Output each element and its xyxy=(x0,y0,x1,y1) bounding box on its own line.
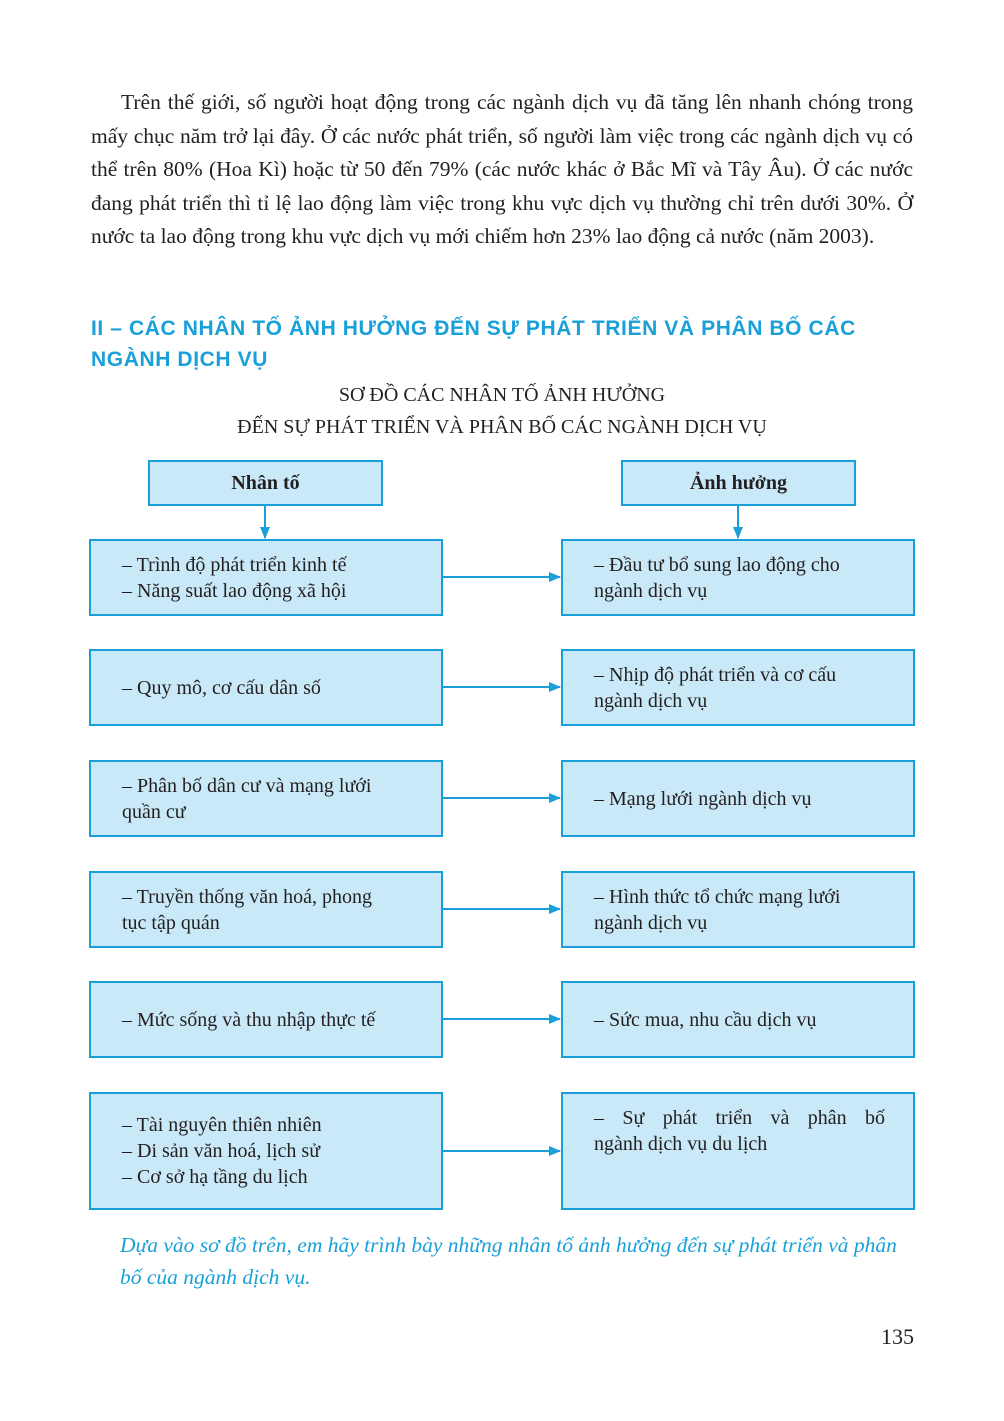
factor-text: – Di sản văn hoá, lịch sử xyxy=(122,1140,321,1162)
header-effect-label: Ảnh hưởng xyxy=(689,472,787,494)
effect-text: – Đầu tư bổ sung lao động cho xyxy=(594,553,840,576)
effect-text: – Nhịp độ phát triển và cơ cấu xyxy=(594,663,837,686)
factor-text: – Năng suất lao động xã hội xyxy=(122,579,347,602)
effect-text: – Sức mua, nhu cầu dịch vụ xyxy=(594,1008,817,1031)
factor-text: quần cư xyxy=(122,800,186,823)
header-factor-label: Nhân tố xyxy=(231,472,300,494)
section-heading: II – CÁC NHÂN TỐ ẢNH HƯỞNG ĐẾN SỰ PHÁT TRIỂN VÀ PHÂN BỐ CÁC NGÀNH DỊCH VỤ xyxy=(91,317,856,371)
intro-paragraph: Trên thế giới, số người hoạt động trong các ngành dịch vụ đã tăng lên nhanh chóng trong mấy chục năm trở lại đây. Ở các nước phát triển, số người làm việc trong các ngành dịch vụ có thể trên 80% (Hoa Kì) hoặc từ 50 đến 79% (các nước khác ở Bắc Mĩ và Tây Âu). Ở các nước đang phát triển thì tỉ lệ lao động làm việc trong khu vực dịch vụ thường chỉ trên dưới 30%. Ở nước ta lao động trong khu vực dịch vụ mới chiếm hơn 23% lao động cả nước (năm 2003). xyxy=(91,90,913,248)
diagram-caption-line-2: ĐẾN SỰ PHÁT TRIỂN VÀ PHÂN BỐ CÁC NGÀNH DỊCH VỤ xyxy=(237,416,767,438)
page-number: 135 xyxy=(881,1324,914,1349)
effect-text: ngành dịch vụ xyxy=(594,689,708,712)
factor-text: – Trình độ phát triển kinh tế xyxy=(122,553,347,576)
effect-text: ngành dịch vụ xyxy=(594,579,708,602)
effect-text: ngành dịch vụ du lịch xyxy=(594,1133,768,1155)
effect-text: ngành dịch vụ xyxy=(594,911,708,934)
factor-text: – Mức sống và thu nhập thực tế xyxy=(122,1008,376,1031)
factor-text: – Quy mô, cơ cấu dân số xyxy=(122,676,321,699)
factor-text: – Phân bố dân cư và mạng lưới xyxy=(122,774,372,797)
study-question: Dựa vào sơ đồ trên, em hãy trình bày những nhân tố ảnh hưởng đến sự phát triển và phân bố của ngành dịch vụ. xyxy=(120,1233,897,1289)
effect-text: – Mạng lưới ngành dịch vụ xyxy=(594,787,812,810)
effect-text: – Hình thức tổ chức mạng lưới xyxy=(594,885,841,908)
factor-text: – Cơ sở hạ tầng du lịch xyxy=(122,1166,308,1188)
factor-text: – Tài nguyên thiên nhiên xyxy=(122,1114,322,1136)
diagram-caption-line-1: SƠ ĐỒ CÁC NHÂN TỐ ẢNH HƯỞNG xyxy=(338,384,666,406)
effect-text: – Sự phát triển và phân bố xyxy=(594,1107,885,1129)
factor-text: tục tập quán xyxy=(122,911,220,934)
factor-text: – Truyền thống văn hoá, phong xyxy=(122,885,372,908)
